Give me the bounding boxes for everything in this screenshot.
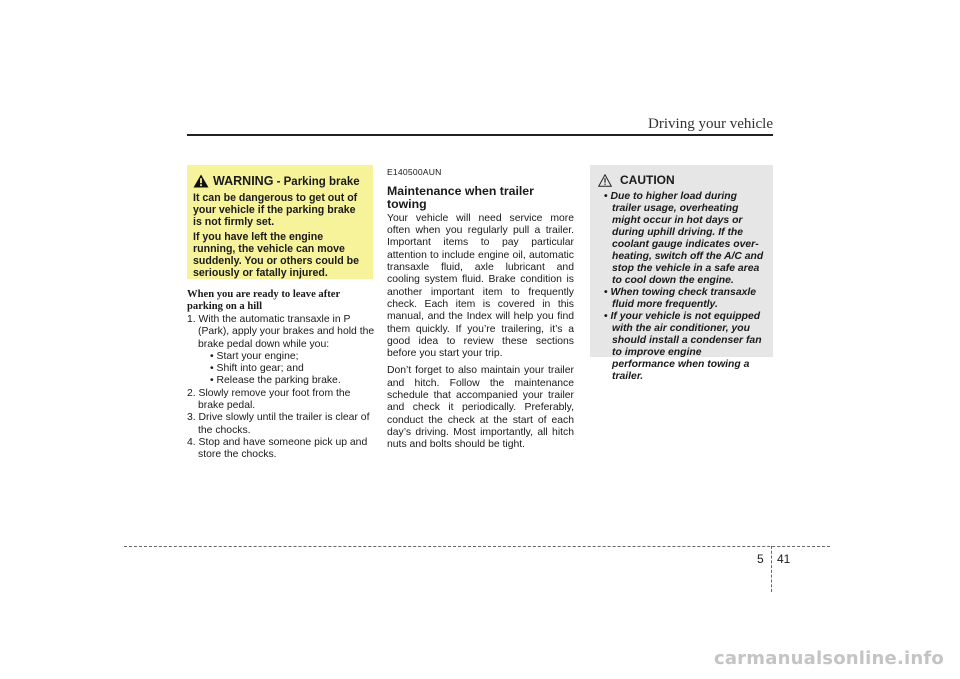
chapter-number: 5 [757,552,764,566]
list-item: • When towing check transaxle fluid more frequently. [598,287,767,311]
list-item: 4. Stop and have someone pick up and store the chocks. [187,436,368,461]
section-title: Maintenance when trailer towing [387,184,534,211]
warning-text-2: If you have left the engine running, the vehicle can move suddenly. You or others could be seriously or fatally injured. [193,230,359,280]
paragraph-2: Don’t forget to also maintain your trailer and hitch. Follow the maintenance schedule that accompanied your trailer and check it periodically. Preferably, conduct the check at the start of each day’s driving. Most importantly, all hitch nuts and bolts should be tight. [387,365,574,451]
step-1: 1. With the automatic transaxle in P (Park), apply your brakes and hold the brake pedal down while you: [187,314,375,350]
warning-header [193,174,367,188]
list-item: • Release the parking brake. [210,375,341,387]
list-item: 3. Drive slowly until the trailer is clear of the chocks. [187,412,370,436]
hill-subheading: When you are ready to leave after parking on a hill [187,289,340,312]
warning-label: WARNING - Parking brake [213,174,360,188]
page-header-title: Driving your vehicle [648,116,773,132]
list-item: • Shift into gear; and [210,363,304,375]
warning-subject: - Parking brake [273,176,360,188]
steps-list [187,314,375,462]
footer-divider [771,546,772,592]
footer-rule [124,546,830,547]
warning-box [187,165,373,279]
caution-box [590,165,773,382]
watermark: carmanualsonline.info [713,648,944,669]
paragraph-1: Your vehicle will need service more often when you regularly pull a trailer. Important items to pay particular attention to include engine oil, automatic transaxle fluid, axle lubricant and cooling system fluid. Brake condition is another important item to frequently check. Each item is covered in this manual, and the Index will help you find them quickly. If you’re trailering, it’s a good idea to review these sections before you start your trip. [387,212,574,360]
caution-header [598,173,767,187]
section-code: E140500AUN [387,167,442,177]
list-item [187,314,375,388]
list-item: • If your vehicle is not equipped with the air conditioner, you should install a condenser fan to improve engine performance when towing a trailer. [598,311,767,383]
left-column [187,289,375,462]
caution-list [598,191,767,383]
list-item: • Start your engine; [210,350,299,362]
caution-triangle-icon [598,174,612,187]
list-item: • Due to higher load during trailer usage, overheating might occur in hot days or during uphill driving. If the coolant gauge indicates over-heating, switch off the A/C and stop the vehicle in a safe area to cool down the engine. [598,191,767,287]
bullet-list [198,351,375,388]
caution-label: CAUTION [620,173,675,187]
middle-column [387,166,574,457]
page-number: 41 [777,552,791,566]
list-item: 2. Slowly remove your foot from the brake pedal. [187,387,351,412]
warning-triangle-icon [193,174,209,188]
header-rule [187,134,773,136]
warning-text-1: It can be dangerous to get out of your vehicle if the parking brake is not firmly set. [193,192,358,229]
